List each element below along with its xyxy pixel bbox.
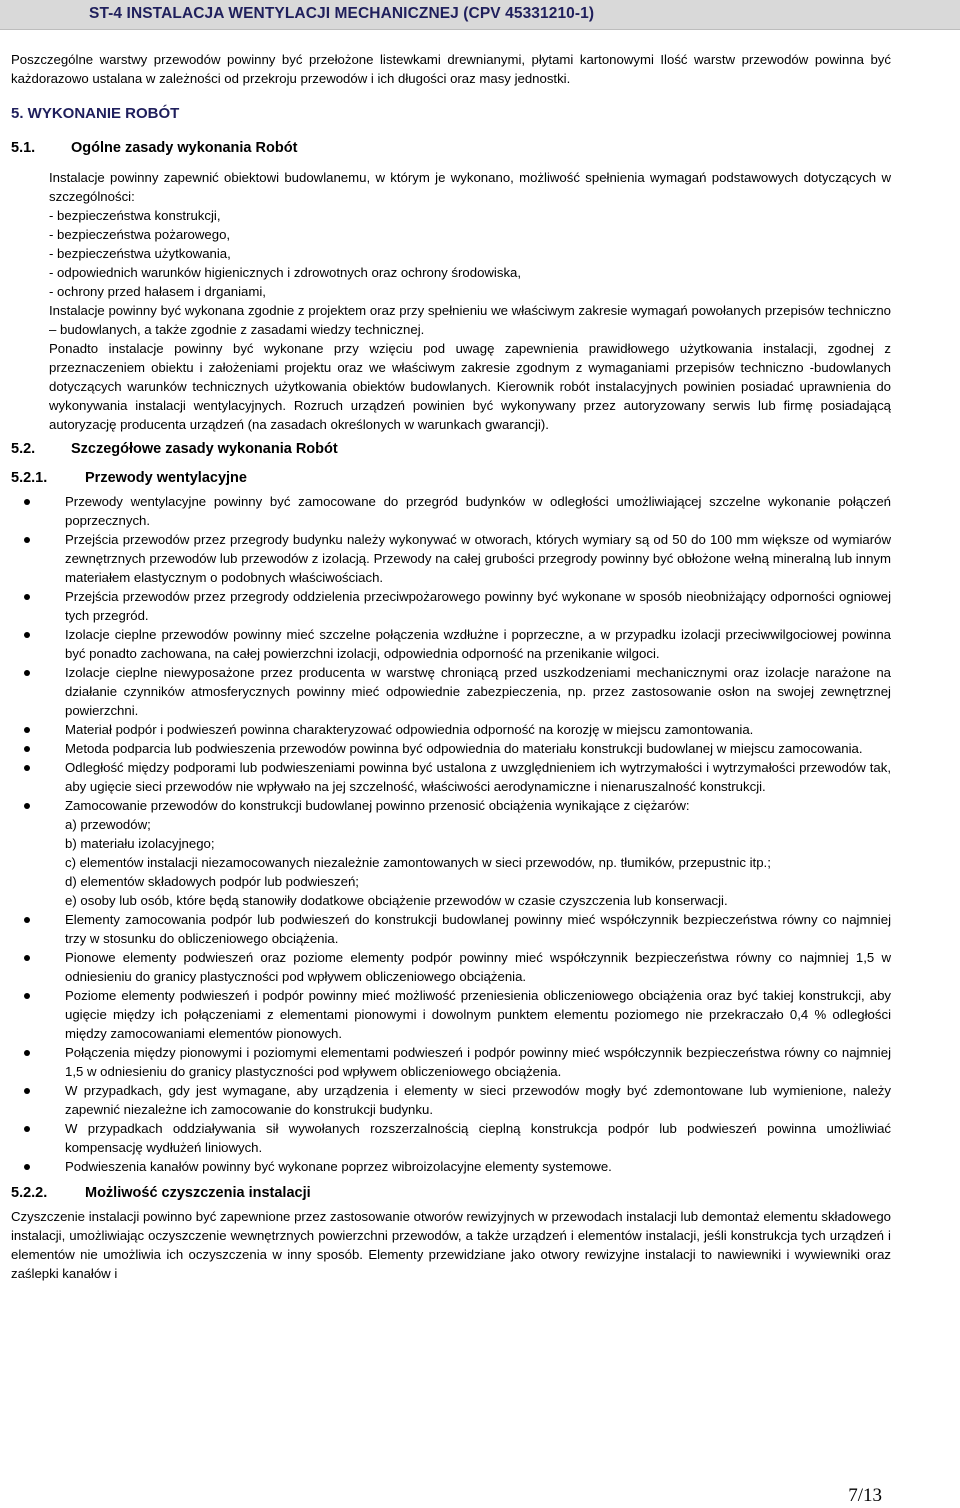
sublist-item: d) elementów składowych podpór lub podwieszeń; <box>65 874 359 889</box>
section-5-2-2-heading <box>11 1184 891 1203</box>
list-item: Materiał podpór i podwieszeń powinna charakteryzować odpowiednia odporność na korozję w miejscu zamontowania. <box>11 720 891 739</box>
sublist-item: c) elementów instalacji niezamocowanych niezależnie zamontowanych w sieci przewodów, np. tłumików, przepustnic itp.; <box>65 855 771 870</box>
list-item: Poziome elementy podwieszeń i podpór powinny mieć możliwość przeniesienia obliczeniowego obciążenia oraz być takiej konstrukcji, aby ugięcie między ich połączeniami z elementami pionowymi i dowolnym punktem elementu poziomego nie przekraczało 0,4 % odległości między zamocowaniami elementów pionowych. <box>11 986 891 1043</box>
list-item: Podwieszenia kanałów powinny być wykonane poprzez wibroizolacyjne elementy systemowe. <box>11 1157 891 1176</box>
list-item: Metoda podparcia lub podwieszenia przewodów powinna być odpowiednia do materiału konstrukcji budowlanej w miejscu zamocowania. <box>11 739 891 758</box>
list-item: W przypadkach, gdy jest wymagane, aby urządzenia i elementy w sieci przewodów mogły być zdemontowane lub wymienione, należy zapewnić niezależne ich zamocowanie do konstrukcji budynku. <box>11 1081 891 1119</box>
list-item: Izolacje cieplne przewodów powinny mieć szczelne połączenia wzdłużne i poprzeczne, a w przypadku izolacji przeciwwilgociowej powinna być ponadto zachowana, na całej powierzchni izolacji, odpowiednia odporność na przenikanie wilgoci. <box>11 625 891 663</box>
requirements-list <box>11 492 891 1176</box>
section-title: Możliwość czyszczenia instalacji <box>85 1185 311 1201</box>
section-title: Przewody wentylacyjne <box>85 470 247 486</box>
sublist-item: e) osoby lub osób, które będą stanowiły dodatkowe obciążenie przewodów w czasie czyszczenia lub konserwacji. <box>65 893 728 908</box>
list-item: W przypadkach oddziaływania sił wywołanych rozszerzalnością cieplną konstrukcja podpór lub podwieszeń powinna umożliwiać kompensację wydłużeń liniowych. <box>11 1119 891 1157</box>
section-5-2-1-heading <box>11 469 891 488</box>
section-number: 5.2. <box>11 441 36 457</box>
section-number: 5.2.2. <box>11 1185 48 1201</box>
section-title: Szczegółowe zasady wykonania Robót <box>71 441 338 457</box>
page-header <box>0 0 960 30</box>
section-number: 5.2.1. <box>11 470 48 486</box>
list-item: Przejścia przewodów przez przegrody oddzielenia przeciwpożarowego powinny być wykonane w sposób nieobniżający odporności ogniowej tych przegród. <box>11 587 891 625</box>
intro-paragraph: Poszczególne warstwy przewodów powinny być przełożone listewkami drewnianymi, płytami kartonowymi Ilość warstw przewodów powinna być każdorazowo ustalana w zależności od przekroju przewodów i ich długości oraz masy jednostki. <box>11 52 891 86</box>
paragraph: Ponadto instalacje powinny być wykonane przy wzięciu pod uwagę zapewnienia prawidłowego użytkowania instalacji, zgodnej z przeznaczeniem obiektu i założeniami projektu oraz we właściwym zakresie zgodnym z wymaganiami przepisów techniczno -budowlanych dotyczących warunków technicznych użytkowania obiektów budowlanych. Kierownik robót instalacyjnych powinien posiadać uprawnienia do wykonywania instalacji wentylacyjnych. Rozruch urządzeń powinien być wykonywany przez autoryzowany serwis lub firmę posiadającą autoryzację producenta urządzeń (na zasadach określonych w warunkach gwarancji). <box>49 341 891 432</box>
list-item: Odległość między podporami lub podwieszeniami powinna być ustalona z uwzględnieniem ich wytrzymałości i wytrzymałości przewodów tak, aby ugięcie sieci przewodów nie wpływało na jej szczelność, właściwości aerodynamiczne i nienaruszalność konstrukcji. <box>11 758 891 796</box>
list-item: Izolacje cieplne niewyposażone przez producenta w warstwę chroniącą przed uszkodzeniami mechanicznymi oraz izolacje narażone na działanie czynników atmosferycznych powinny mieć odpowiednie zabezpieczenia, np. przez zastosowanie osłon na swojej zewnętrznej powierzchni. <box>11 663 891 720</box>
section-5-1-heading <box>11 139 891 158</box>
list-item: Przejścia przewodów przez przegrody budynku należy wykonywać w otworach, których wymiary są od 50 do 100 mm większe od wymiarów zewnętrznych przewodów lub przewodów z izolacją. Przewody na całej grubości przegrody powinny być obłożone wełną mineralną lub innym materiałem elastycznym o podobnych właściwościach. <box>11 530 891 587</box>
document-body <box>11 50 891 1283</box>
sublist-item: a) przewodów; <box>65 817 151 832</box>
list-item: Połączenia między pionowymi i poziomymi elementami podwieszeń i podpór powinny mieć współczynnik bezpieczeństwa równy co najmniej 1,5 w odniesieniu do granicy plastyczności pod wpływem obliczeniowego obciążenia. <box>11 1043 891 1081</box>
loads-intro: Zamocowanie przewodów do konstrukcji budowlanej powinno przenosić obciążenia wynikające z ciężarów: <box>65 798 690 813</box>
paragraph: Instalacje powinny być wykonana zgodnie z projektem oraz przy spełnieniu we właściwym zakresie wymagań powołanych przepisów techniczno – budowlanych, a także zgodnie z zasadami wiedzy technicznej. <box>49 303 891 337</box>
section-5-title: 5. WYKONANIE ROBÓT <box>11 105 180 122</box>
list-item <box>11 796 891 910</box>
list-item: - ochrony przed hałasem i drganiami, <box>49 284 266 299</box>
section-title: Ogólne zasady wykonania Robót <box>71 140 298 156</box>
page-number: 7/13 <box>848 1485 882 1506</box>
sublist-item: b) materiału izolacyjnego; <box>65 836 215 851</box>
section-number: 5.1. <box>11 140 36 156</box>
list-item: - bezpieczeństwa użytkowania, <box>49 246 231 261</box>
paragraph: Instalacje powinny zapewnić obiektowi budowlanemu, w którym je wykonano, możliwość spełnienia wymagań podstawowych dotyczących w szczególności: <box>49 170 891 204</box>
list-item: - bezpieczeństwa konstrukcji, <box>49 208 221 223</box>
list-item: - odpowiednich warunków higienicznych i zdrowotnych oraz ochrony środowiska, <box>49 265 522 280</box>
list-item: Przewody wentylacyjne powinny być zamocowane do przegród budynków w odległości umożliwiającej szczelne wykonanie połączeń poprzecznych. <box>11 492 891 530</box>
section-5-1-body <box>11 168 891 434</box>
list-item: - bezpieczeństwa pożarowego, <box>49 227 231 242</box>
paragraph: Czyszczenie instalacji powinno być zapewnione przez zastosowanie otworów rewizyjnych w przewodach instalacji lub demontaż elementu składowego instalacji, umożliwiając oczyszczenie wewnętrznych powierzchni przewodów, a także urządzeń i elementów instalacji, jeśli konstrukcja tych urządzeń i elementów nie umożliwia ich oczyszczenia w inny sposób. Elementy przewidziane jako otwory rewizyjne instalacji to nawiewniki i wywiewniki oraz zaślepki kanałów i <box>11 1209 891 1281</box>
header-title: ST-4 INSTALACJA WENTYLACJI MECHANICZNEJ (CPV 45331210-1) <box>89 5 595 22</box>
list-item: Elementy zamocowania podpór lub podwieszeń do konstrukcji budowlanej powinny mieć współczynnik bezpieczeństwa równy co najmniej trzy w stosunku do obliczeniowego obciążenia. <box>11 910 891 948</box>
loads-sublist <box>65 815 891 910</box>
section-5-2-heading <box>11 440 891 459</box>
list-item: Pionowe elementy podwieszeń oraz poziome elementy podpór powinny mieć współczynnik bezpieczeństwa równy co najmniej 1,5 w odniesieniu do granicy plastyczności pod wpływem obliczeniowego obciążenia. <box>11 948 891 986</box>
